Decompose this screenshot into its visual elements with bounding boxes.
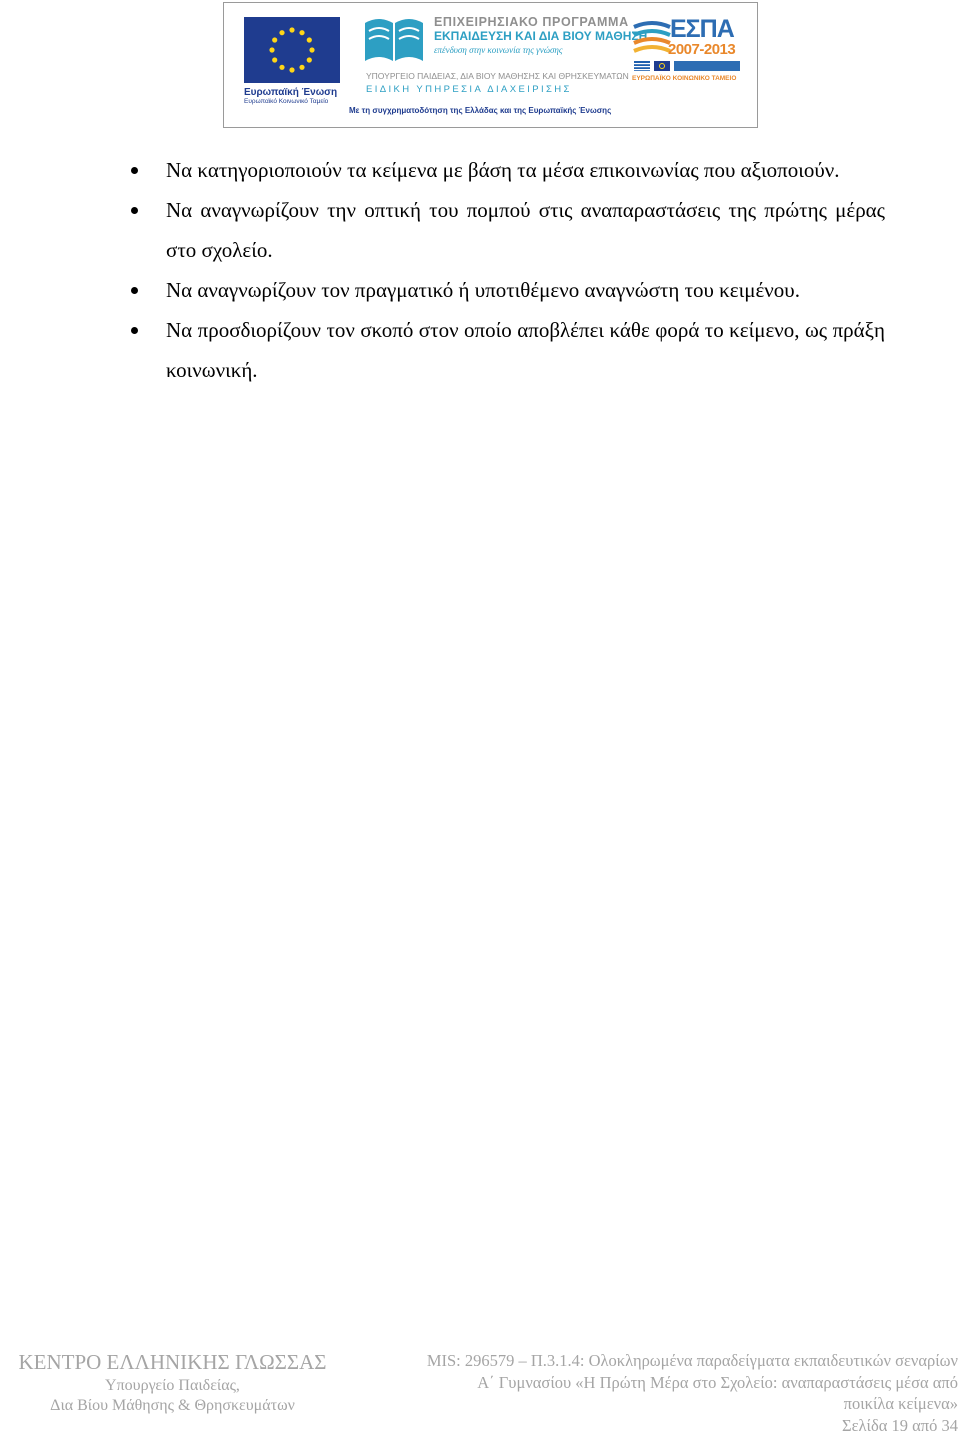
ministry-label: ΥΠΟΥΡΓΕΙΟ ΠΑΙΔΕΙΑΣ, ΔΙΑ ΒΙΟΥ ΜΑΘΗΣΗΣ ΚΑΙ ΘΡΗΣΚΕΥΜΑΤΩΝ [366, 71, 629, 81]
footer-mis-line: MIS: 296579 – Π.3.1.4: Ολοκληρωμένα παραδείγματα εκπαιδευτικών σεναρίων [378, 1350, 958, 1372]
espa-title: ΕΣΠΑ [670, 15, 734, 43]
eu-name-label: Ευρωπαϊκή Ένωση [244, 87, 344, 98]
bullet-icon [131, 327, 138, 334]
program-line-2: ΕΚΠΑΙΔΕΥΣΗ ΚΑΙ ΔΙΑ ΒΙΟΥ ΜΑΘΗΣΗ [434, 29, 624, 43]
list-item [0, 270, 960, 310]
eu-flag-icon [244, 17, 340, 83]
list-item [0, 150, 960, 190]
program-title [434, 15, 624, 56]
espa-fund-label: ΕΥΡΩΠΑΪΚΟ ΚΟΙΝΩΝΙΚΟ ΤΑΜΕΙΟ [632, 75, 736, 82]
footer-org-name: ΚΕΝΤΡΟ ΕΛΛΗΝΙΚΗΣ ΓΛΩΣΣΑΣ [0, 1348, 345, 1376]
program-line-1: ΕΠΙΧΕΙΡΗΣΙΑΚΟ ΠΡΟΓΡΑΜΜΑ [434, 15, 624, 29]
list-item-text: Να αναγνωρίζουν την οπτική του πομπού στις αναπαραστάσεις της πρώτης μέρας στο σχολείο. [166, 190, 885, 270]
program-slogan: επένδυση στην κοινωνία της γνώσης [434, 44, 624, 56]
list-item [0, 190, 960, 270]
page-number: Σελίδα 19 από 34 [378, 1415, 958, 1436]
espa-years: 2007-2013 [668, 41, 735, 58]
footer-title-line-2: ποικίλα κείμενα» [378, 1393, 958, 1415]
list-item [0, 310, 960, 390]
bullet-icon [131, 167, 138, 174]
list-item-text: Να προσδιορίζουν τον σκοπό στον οποίο αποβλέπει κάθε φορά το κείμενο, ως πράξη κοινωνική. [166, 310, 885, 390]
eu-logo [244, 17, 344, 106]
cofunding-label: Με τη συγχρηματοδότηση της Ελλάδας και της Ευρωπαϊκής Ένωσης [349, 106, 611, 115]
bullet-icon [131, 287, 138, 294]
eu-fund-label: Ευρωπαϊκό Κοινωνικό Ταμείο [244, 98, 344, 106]
flags-strip-icon [634, 61, 740, 71]
footer-ministry-line-1: Υπουργείο Παιδείας, [0, 1376, 345, 1396]
epek-book-logo-icon [363, 15, 425, 69]
bullet-icon [131, 207, 138, 214]
special-service-label: ΕΙΔΙΚΗ ΥΠΗΡΕΣΙΑ ΔΙΑΧΕΙΡΙΣΗΣ [366, 84, 572, 95]
footer-organization [0, 1348, 345, 1416]
header-banner [223, 2, 758, 128]
list-item-text: Να κατηγοριοποιούν τα κείμενα με βάση τα μέσα επικοινωνίας που αξιοποιούν. [166, 150, 885, 190]
list-item-text: Να αναγνωρίζουν τον πραγματικό ή υποτιθέμενο αναγνώστη του κειμένου. [166, 270, 885, 310]
bullet-list [0, 150, 960, 390]
footer-ministry-line-2: Δια Βίου Μάθησης & Θρησκευμάτων [0, 1396, 345, 1416]
espa-waves-icon [632, 17, 672, 57]
footer-project-info [378, 1350, 958, 1436]
footer-title-line-1: Α΄ Γυμνασίου «Η Πρώτη Μέρα στο Σχολείο: αναπαραστάσεις μέσα από [378, 1372, 958, 1394]
